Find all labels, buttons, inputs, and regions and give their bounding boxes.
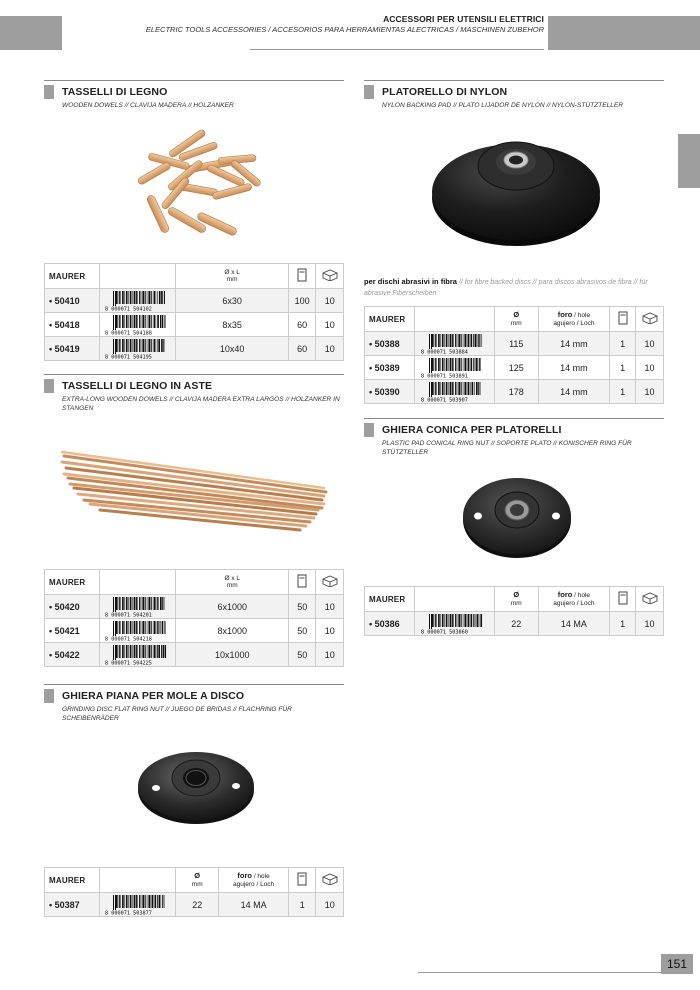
header-hole-sub: agujero / Loch (232, 880, 275, 888)
section-subtitle: WOODEN DOWELS // CLAVIJA MADERA // HOLZANKER (62, 102, 234, 109)
header-box-icon (289, 868, 316, 893)
product-code: • 50421 (45, 619, 100, 643)
barcode-number: 8 000071 503877 (104, 910, 152, 915)
box-qty: 100 (288, 289, 316, 313)
pack-qty: 10 (316, 893, 344, 917)
header-box-icon (289, 570, 316, 595)
header-diameter (494, 587, 538, 612)
section-title: GHIERA PIANA PER MOLE A DISCO (62, 690, 245, 702)
barcode (100, 595, 176, 619)
barcode (414, 380, 494, 404)
section-subtitle (62, 396, 344, 413)
hole: 14 mm (538, 356, 610, 380)
header-hole-label: foro / hole (557, 589, 591, 599)
header-dia-label: Ø (513, 589, 520, 599)
pack-qty: 10 (316, 337, 344, 361)
pack-qty: 10 (636, 612, 664, 636)
table-nylon-pad (364, 306, 664, 404)
barcode (100, 337, 176, 361)
pack-qty: 10 (316, 289, 344, 313)
size: 10x1000 (176, 643, 289, 667)
header-empty (414, 307, 494, 332)
brand-logo: MAURER (45, 264, 100, 289)
hole: 14 MA (538, 612, 610, 636)
header-title (146, 14, 544, 34)
fibre-note-line2: abrasive Fiberscheiben (364, 289, 437, 297)
pack-qty: 10 (316, 595, 344, 619)
size: 8x1000 (176, 619, 289, 643)
section-marker (44, 379, 54, 393)
section-heading (364, 423, 664, 437)
table-row (365, 356, 664, 380)
box-qty: 60 (288, 337, 316, 361)
table-row (45, 313, 344, 337)
pack-qty: 10 (316, 619, 344, 643)
barcode-number: 8 000071 504102 (104, 306, 152, 311)
barcode-number: 8 000071 504201 (104, 612, 152, 617)
barcode (100, 289, 176, 313)
conical-ring-nut-photo (460, 472, 574, 562)
size: 6x30 (176, 289, 288, 313)
table-header (365, 307, 664, 332)
nylon-pad-photo (428, 122, 604, 248)
header-pack-icon (636, 587, 664, 612)
table-header (45, 264, 344, 289)
header-pack-icon (316, 868, 344, 893)
barcode-number: 8 000071 504225 (104, 660, 152, 665)
table-row (365, 380, 664, 404)
product-code: • 50390 (365, 380, 415, 404)
barcode-graphic (103, 315, 173, 335)
fibre-note-rest: // for fibre backed discs // para discos abrasivos de fibra // für (456, 279, 648, 286)
section-divider (44, 374, 344, 375)
diameter: 22 (494, 612, 538, 636)
section-marker (364, 423, 374, 437)
product-code: • 50388 (365, 332, 415, 356)
header-dim-unit: mm (226, 276, 238, 283)
pack-qty: 10 (636, 356, 664, 380)
barcode-graphic (419, 382, 489, 402)
header-dim-label: Ø x L (224, 268, 240, 276)
header-hole-label: foro / hole (557, 309, 591, 319)
size: 6x1000 (176, 595, 289, 619)
barcode-graphic (103, 291, 173, 311)
header-title-it: ACCESSORI PER UTENSILI ELETTRICI (383, 14, 544, 24)
product-code: • 50419 (45, 337, 100, 361)
brand-logo: MAURER (45, 868, 100, 893)
barcode (100, 643, 176, 667)
barcode-number: 8 000071 504218 (104, 636, 152, 641)
fibre-note-bold: per dischi abrasivi in fibra (364, 277, 457, 286)
table-row (365, 612, 664, 636)
section-flat-ring-nut (44, 684, 344, 723)
box-qty: 50 (289, 643, 316, 667)
section-divider (44, 80, 344, 81)
barcode-number: 8 000071 503907 (421, 397, 469, 402)
product-code: • 50389 (365, 356, 415, 380)
header-dim-unit: mm (226, 582, 238, 589)
fibre-disc-note (364, 277, 664, 299)
barcode-graphic (419, 358, 489, 378)
table-row (45, 595, 344, 619)
table-row (45, 289, 344, 313)
barcode (100, 313, 176, 337)
side-tab-marker (678, 134, 700, 188)
section-divider (364, 418, 664, 419)
table-dowel-rods (44, 569, 344, 667)
section-title: GHIERA CONICA PER PLATORELLI (382, 424, 562, 436)
section-title: PLATORELLO DI NYLON (382, 86, 508, 98)
footer-divider (418, 972, 664, 973)
table-row (45, 337, 344, 361)
header-title-sub: ELECTRIC TOOLS ACCESSORIES / ACCESORIOS PARA HERRAMIENTAS ALECTRICAS / MASCHINEN ZUBEHOR (145, 25, 544, 34)
pack-qty: 10 (636, 380, 664, 404)
header-dimensions (176, 264, 288, 289)
section-subtitle-line2: STANGEN (62, 404, 94, 412)
section-marker (44, 689, 54, 703)
size: 10x40 (176, 337, 288, 361)
section-subtitle: NYLON BACKING PAD // PLATO LIJADOR DE NYLON // NYLON-STÜTZTELLER (382, 102, 624, 109)
header-dia-unit: mm (510, 319, 522, 327)
section-wooden-dowels (44, 80, 344, 111)
barcode-graphic (419, 614, 489, 634)
section-divider (44, 684, 344, 685)
header-pack-icon (316, 570, 344, 595)
barcode-number: 8 000071 503860 (421, 629, 469, 634)
product-code: • 50418 (45, 313, 100, 337)
barcode (100, 619, 176, 643)
barcode-graphic (103, 621, 173, 641)
pack-qty: 10 (316, 643, 344, 667)
barcode-graphic (103, 645, 173, 665)
header-empty (100, 868, 176, 893)
table-flat-ring-nut (44, 867, 344, 917)
header-dimensions (176, 570, 289, 595)
table-row (45, 893, 344, 917)
barcode-number: 8 000071 504195 (104, 354, 152, 359)
section-heading (364, 85, 664, 99)
table-header (365, 587, 664, 612)
header-dia-label: Ø (513, 309, 520, 319)
product-code: • 50386 (365, 612, 415, 636)
header-box-icon (288, 264, 316, 289)
header-left-block (0, 16, 62, 50)
section-conical-ring-nut (364, 418, 664, 457)
box-qty: 1 (610, 332, 636, 356)
brand-logo: MAURER (365, 587, 415, 612)
section-title: TASSELLI DI LEGNO (62, 86, 168, 98)
header-diameter (176, 868, 219, 893)
page-number: 151 (661, 954, 693, 974)
table-conical-ring-nut (364, 586, 664, 636)
wooden-dowels-photo (128, 128, 273, 246)
header-pack-icon (316, 264, 344, 289)
box-qty: 1 (610, 380, 636, 404)
barcode-number: 8 000071 504188 (104, 330, 152, 335)
barcode-number: 8 000071 503884 (421, 349, 469, 354)
table-row (45, 619, 344, 643)
table-row (365, 332, 664, 356)
table-wooden-dowels (44, 263, 344, 361)
table-header (45, 868, 344, 893)
header-hole-sub: agujero / Loch (553, 599, 595, 607)
fibre-note-line1 (364, 277, 664, 288)
header-hole (219, 868, 289, 893)
header-empty (414, 587, 494, 612)
table-row (45, 643, 344, 667)
barcode (414, 332, 494, 356)
barcode (414, 612, 494, 636)
brand-logo: MAURER (45, 570, 100, 595)
barcode (414, 356, 494, 380)
header-box-icon (610, 307, 636, 332)
header-box-icon (610, 587, 636, 612)
header-hole (538, 587, 610, 612)
section-title: TASSELLI DI LEGNO IN ASTE (62, 380, 213, 392)
table-header (45, 570, 344, 595)
header-hole-sub: agujero / Loch (553, 319, 595, 327)
hole: 14 mm (538, 332, 610, 356)
header-dia-unit: mm (510, 599, 522, 607)
barcode-graphic (103, 597, 173, 617)
barcode-graphic (103, 339, 173, 359)
header-dia-unit: mm (191, 880, 203, 888)
diameter: 22 (176, 893, 219, 917)
barcode-number: 8 000071 503891 (421, 373, 469, 378)
header-divider (250, 49, 544, 50)
diameter: 178 (494, 380, 538, 404)
box-qty: 60 (288, 313, 316, 337)
section-marker (364, 85, 374, 99)
header-diameter (494, 307, 538, 332)
barcode-graphic (419, 334, 489, 354)
header-dia-label: Ø (194, 870, 201, 880)
section-subtitle: GRINDING DISC FLAT RING NUT // JUEGO DE BRIDAS // FLACHRING FÜR SCHEIBENRÄDER (62, 706, 292, 722)
section-heading (44, 85, 344, 99)
size: 8x35 (176, 313, 288, 337)
box-qty: 1 (610, 356, 636, 380)
header-right-block (548, 16, 700, 50)
section-marker (44, 85, 54, 99)
box-qty: 1 (610, 612, 636, 636)
product-code: • 50410 (45, 289, 100, 313)
product-code: • 50420 (45, 595, 100, 619)
diameter: 115 (494, 332, 538, 356)
section-subtitle-line1: EXTRA-LONG WOODEN DOWELS // CLAVIJA MADERA EXTRA LARGOS // HOLZANKER IN (62, 396, 340, 403)
section-heading (44, 689, 344, 703)
product-code: • 50387 (45, 893, 100, 917)
box-qty: 50 (289, 619, 316, 643)
header-hole (538, 307, 610, 332)
product-code: • 50422 (45, 643, 100, 667)
section-dowel-rods (44, 374, 344, 413)
section-subtitle: PLASTIC PAD CONICAL RING NUT // SOPORTE PLATO // KONISCHER RING FÜR STÜTZTELLER (382, 440, 632, 456)
header-hole-label: foro / hole (237, 870, 270, 880)
flat-ring-nut-photo (134, 744, 258, 828)
brand-logo: MAURER (365, 307, 415, 332)
hole: 14 mm (538, 380, 610, 404)
header-dim-label: Ø x L (224, 574, 240, 582)
section-nylon-pad (364, 80, 664, 111)
pack-qty: 10 (316, 313, 344, 337)
hole: 14 MA (219, 893, 289, 917)
pack-qty: 10 (636, 332, 664, 356)
header-empty (100, 264, 176, 289)
header-pack-icon (636, 307, 664, 332)
barcode-graphic (103, 895, 173, 915)
section-heading (44, 379, 344, 393)
barcode (100, 893, 176, 917)
section-divider (364, 80, 664, 81)
dowel-rods-photo (60, 448, 330, 536)
header-empty (100, 570, 176, 595)
box-qty: 50 (289, 595, 316, 619)
diameter: 125 (494, 356, 538, 380)
box-qty: 1 (289, 893, 316, 917)
